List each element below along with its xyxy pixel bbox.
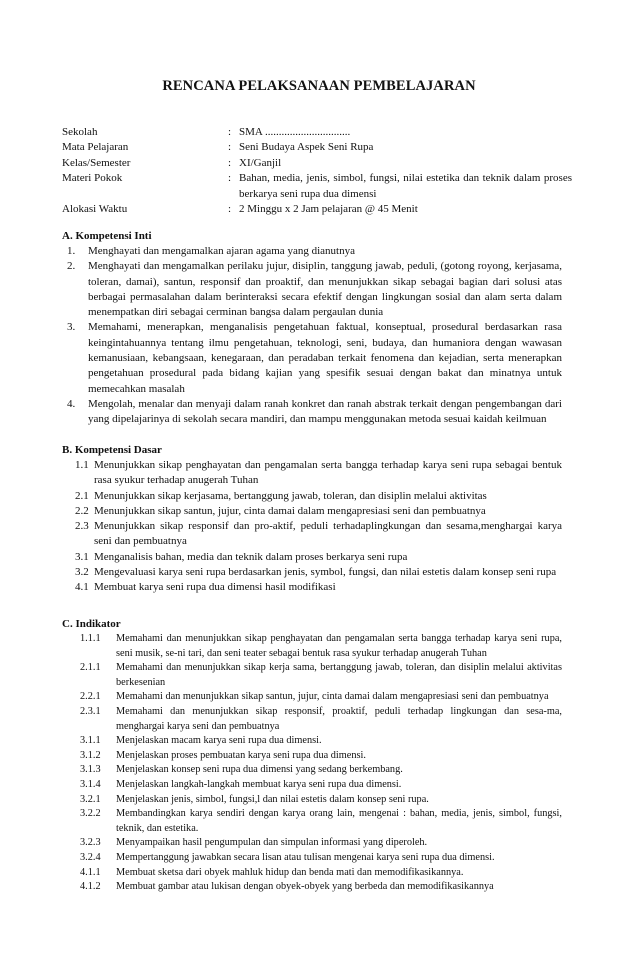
list-number: 3.2.3 — [80, 837, 101, 849]
section-heading: B. Kompetensi Dasar — [62, 444, 162, 456]
list-item — [62, 397, 562, 428]
list-number: 2.2.1 — [80, 691, 101, 703]
list-item — [62, 690, 562, 705]
info-row-alokasi-waktu — [62, 202, 572, 217]
list-text: Mempertanggung jawabkan secara lisan atau tulisan mengenai karya seni rupa dua dimensi. — [116, 851, 495, 863]
section-indikator — [62, 617, 562, 895]
list-text: Menunjukkan sikap kerjasama, bertanggung jawab, toleran, dan disiplin melalui aktivitas — [94, 489, 487, 502]
list-item — [62, 793, 562, 808]
list-number: 3.1.3 — [80, 764, 101, 776]
list-number: 3.1.2 — [80, 749, 101, 761]
list-text: Menjelaskan macam karya seni rupa dua dimensi. — [116, 735, 322, 747]
list-text: Mengevaluasi karya seni rupa berdasarkan jenis, symbol, fungsi, dan nilai estetis dalam konsep seni rupa — [94, 566, 557, 579]
info-value: Seni Budaya Aspek Seni Rupa — [239, 141, 374, 154]
list-number: 2. — [67, 260, 76, 273]
list-text: Membuat gambar atau lukisan dengan obyek-obyek yang berbeda dan memodifikasikannya — [116, 881, 494, 893]
list-item — [62, 880, 562, 895]
list-item — [62, 244, 562, 259]
list-text: Menghayati dan mengamalkan ajaran agama yang dianutnya — [88, 245, 355, 257]
list-text: Membuat sketsa dari obyek mahluk hidup dan benda mati dan memodifikasikannya. — [116, 866, 464, 878]
list-item — [62, 458, 562, 489]
list-number: 4.1 — [75, 581, 89, 594]
list-number: 1.1 — [75, 459, 89, 471]
section-kompetensi-dasar — [62, 443, 562, 596]
list-text: Menjelaskan jenis, simbol, fungsi,l dan nilai estetis dalam konsep seni rupa. — [116, 793, 429, 805]
info-value: XI/Ganjil — [239, 156, 282, 169]
list-number: 1. — [67, 245, 76, 257]
list-item — [62, 763, 562, 778]
list-text: Menganalisis bahan, media dan teknik dalam proses berkarya seni rupa — [94, 550, 408, 563]
list-item — [62, 259, 562, 320]
info-label: Sekolah — [62, 126, 98, 138]
list-item — [62, 778, 562, 793]
list-item — [62, 734, 562, 749]
list-item — [62, 580, 562, 595]
list-text: Menunjukkan sikap responsif dan pro-aktif, peduli terhadaplingkungan dan sesama,menghargai karya seni dan pembuatnya — [94, 520, 562, 548]
info-label: Kelas/Semester — [62, 156, 131, 169]
info-colon: : — [228, 126, 232, 138]
list-text: Memahami dan menunjukkan sikap kerja sama, bertanggung jawab, toleran, dan disiplin melalui aktivitas berkesenian — [116, 662, 562, 688]
list-text: Mengolah, menalar dan menyaji dalam ranah konkret dan ranah abstrak terkait dengan pengembangan dari yang dipelajarinya di sekolah secara mandiri, dan mampu menggunakan metoda sesuai kaidah keilmuan — [88, 397, 562, 426]
info-label: Alokasi Waktu — [62, 203, 128, 216]
list-item — [62, 661, 562, 690]
section-heading: C. Indikator — [62, 618, 121, 630]
info-row-sekolah — [62, 125, 572, 140]
list-number: 1.1.1 — [80, 633, 101, 644]
list-text: Menghayati dan mengamalkan perilaku jujur, disiplin, tanggung jawab, peduli, (gotong royong, kerjasama, toleran, damai), santun, responsif dan proaktif, dan menunjukkan sikap sebagai bagian dari solusi atas berbagai permasalahan dalam berinteraksi secara efektif dengan lingkungan sosial dan alam serta dalam menempatkan diri sebagai cerminan bangsa dalam pergaulan dunia — [88, 260, 562, 319]
section-heading: A. Kompetensi Inti — [62, 230, 152, 242]
list-item — [62, 632, 562, 661]
list-item — [62, 504, 562, 519]
info-label: Mata Pelajaran — [62, 141, 129, 154]
list-number: 3.2.2 — [80, 808, 101, 820]
list-number: 4.1.2 — [80, 881, 101, 893]
info-row-mata-pelajaran — [62, 140, 572, 155]
list-number: 3.2.1 — [80, 793, 101, 805]
list-text: Menjelaskan langkah-langkah membuat karya seni rupa dua dimensi. — [116, 778, 402, 790]
list-number: 3.2.4 — [80, 851, 101, 863]
list-number: 3.1 — [75, 550, 89, 563]
list-text: Memahami dan menunjukkan sikap responsif, proaktif, peduli terhadap lingkungan dan sesa-ma, menghargai karya seni dan pembuatnya — [116, 705, 562, 732]
list-number: 3.1.4 — [80, 778, 101, 790]
info-colon: : — [228, 156, 232, 169]
list-number: 3.2 — [75, 566, 89, 579]
info-value: Bahan, media, jenis, simbol, fungsi, nilai estetika dan teknik dalam proses berkarya seni rupa dua dimensi — [239, 172, 572, 200]
list-text: Membuat karya seni rupa dua dimensi hasil modifikasi — [94, 581, 336, 594]
section-kompetensi-inti — [62, 229, 562, 428]
document-title: RENCANA PELAKSANAAN PEMBELAJARAN — [162, 78, 476, 94]
list-text: Menjelaskan proses pembuatan karya seni rupa dua dimensi. — [116, 749, 366, 761]
info-row-materi-pokok — [62, 171, 572, 202]
list-item — [62, 705, 562, 734]
list-text: Menunjukkan sikap santun, jujur, cinta damai dalam mengapresiasi seni dan pembuatnya — [94, 504, 486, 517]
list-item — [62, 519, 562, 550]
list-number: 4. — [67, 397, 76, 410]
list-item — [62, 550, 562, 565]
list-number: 2.1 — [75, 489, 89, 502]
info-label: Materi Pokok — [62, 172, 123, 185]
list-text: Menjelaskan konsep seni rupa dua dimensi yang sedang berkembang. — [116, 764, 403, 776]
list-text: Menyampaikan hasil pengumpulan dan simpulan informasi yang diperoleh. — [116, 837, 428, 849]
list-number: 3. — [67, 321, 76, 334]
list-item — [62, 489, 562, 504]
list-text: Memahami dan menunjukkan sikap santun, jujur, cinta damai dalam mengapresiasi seni dan pembuatnya — [116, 691, 549, 703]
info-colon: : — [228, 203, 232, 216]
list-item — [62, 851, 562, 866]
list-item — [62, 565, 562, 580]
info-colon: : — [228, 172, 232, 185]
list-text: Menunjukkan sikap penghayatan dan pengamalan serta bangga terhadap karya seni rupa sebagai bentuk rasa syukur terhadap anugerah Tuhan — [94, 459, 562, 487]
ki-list — [62, 244, 562, 428]
list-number: 2.3.1 — [80, 705, 101, 717]
list-item — [62, 749, 562, 764]
info-value: 2 Minggu x 2 Jam pelajaran @ 45 Menit — [239, 203, 418, 216]
list-item — [62, 866, 562, 881]
list-number: 2.3 — [75, 520, 89, 533]
list-item — [62, 320, 562, 396]
list-number: 2.2 — [75, 504, 89, 517]
list-number: 2.1.1 — [80, 662, 101, 674]
list-item — [62, 836, 562, 851]
list-text: Memahami, menerapkan, menganalisis pengetahuan faktual, konseptual, prosedural berdasarkan rasa keingintahuannya tentang ilmu pengetahuan, teknologi, seni, budaya, dan humaniora dengan wawasan kemanusiaan, kebangsaan, kenegaraan, dan peradaban terkait fenomena dan kejadian, serta menerapkan pengetahuan prosedural pada bidang kajian yang spesifik sesuai dengan bakat dan minatnya untuk memecahkan masalah — [88, 321, 562, 395]
list-number: 4.1.1 — [80, 866, 101, 878]
info-row-kelas-semester — [62, 156, 572, 171]
list-text: Membandingkan karya sendiri dengan karya orang lain, mengenai : bahan, media, jenis, simbol, fungsi, teknik, dan estetika. — [116, 808, 562, 834]
list-text: Memahami dan menunjukkan sikap penghayatan dan pengamalan serta bangga terhadap karya seni rupa, seni musik, se-ni tari, dan seni teater sebagai bentuk rasa syukur terhadap anugerah Tuhan — [116, 633, 562, 659]
info-value: SMA ............................... — [239, 126, 351, 138]
list-item — [62, 807, 562, 836]
identity-table — [62, 125, 572, 217]
info-colon: : — [228, 141, 232, 154]
list-number: 3.1.1 — [80, 735, 101, 747]
